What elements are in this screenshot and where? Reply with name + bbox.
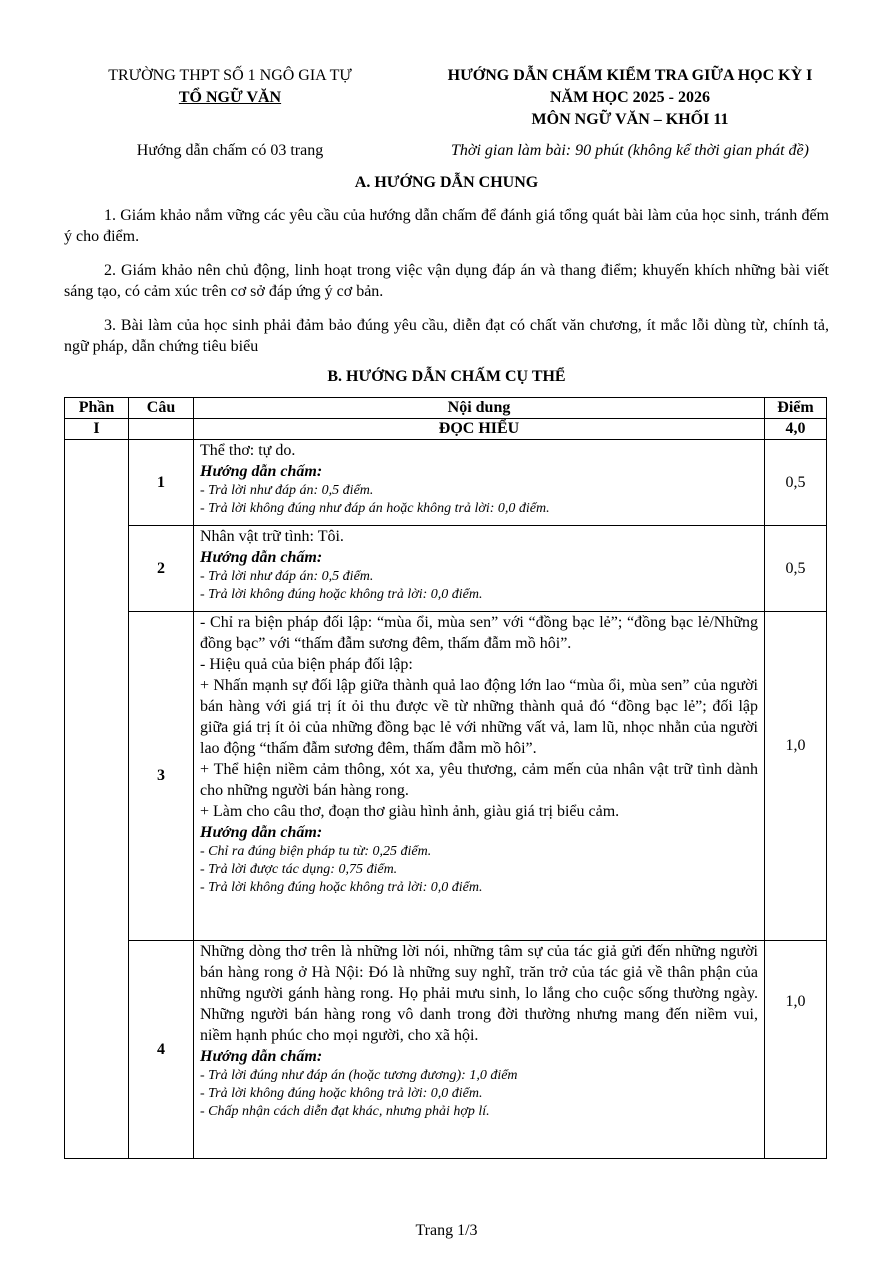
question-points: 0,5: [765, 440, 827, 526]
question-number: 4: [129, 941, 194, 1159]
table-row: [65, 612, 827, 941]
answer-line: Thể thơ: tự do.: [200, 442, 296, 459]
col-part: Phần: [65, 398, 129, 419]
part-number: I: [65, 419, 129, 440]
school-name: TRƯỜNG THPT SỐ 1 NGÔ GIA TỰ: [108, 67, 352, 84]
answer-line: + Thể hiện niềm cảm thông, xót xa, yêu thương, cảm mến của nhân vật trữ tình dành cho những người bán hàng rong.: [200, 761, 758, 799]
question-points: 0,5: [765, 526, 827, 612]
guide-note: - Trả lời được tác dụng: 0,75 điểm.: [200, 862, 398, 877]
header-right: [400, 65, 860, 131]
answer-line: + Nhấn mạnh sự đối lập giữa thành quả lao động lớn lao “mùa ổi, mùa sen” của người bán hàng với giá trị ít ỏi thu được về từ những thành quả đó “đồng bạc lẻ”; đối lập giữa giá trị ít ỏi của những đồng bạc lẻ với những vất vả, lam lũ, nhọc nhằn của người lao động “thấm đẫm sương đêm, thấm đẫm mồ hôi”.: [200, 677, 758, 757]
guide-heading: Hướng dẫn chấm:: [200, 1048, 323, 1065]
question-number: 1: [129, 440, 194, 526]
part-span-cell: [65, 440, 129, 1159]
question-number: 2: [129, 526, 194, 612]
guide-note: - Trả lời đúng như đáp án (hoặc tương đương): 1,0 điểm: [200, 1068, 518, 1083]
section-a-heading: A. HƯỚNG DẪN CHUNG: [354, 174, 539, 191]
guide-note: - Trả lời như đáp án: 0,5 điểm.: [200, 569, 374, 584]
question-number: 3: [129, 612, 194, 941]
question-content: [194, 941, 765, 1159]
guide-note: - Trả lời không đúng như đáp án hoặc không trả lời: 0,0 điểm.: [200, 501, 550, 516]
pages-note: Hướng dẫn chấm có 03 trang: [136, 142, 324, 159]
part-empty-cell: [129, 419, 194, 440]
col-content: Nội dung: [194, 398, 765, 419]
guide-note: - Chấp nhận cách diễn đạt khác, nhưng phải hợp lí.: [200, 1104, 490, 1119]
part-title: ĐỌC HIỂU: [194, 419, 765, 440]
question-points: 1,0: [765, 941, 827, 1159]
col-points: Điểm: [765, 398, 827, 419]
answer-line: - Chỉ ra biện pháp đối lập: “mùa ổi, mùa sen” với “đồng bạc lẻ”; “đồng bạc lẻ/Những đồng bạc” với “thấm đẫm sương đêm, thấm đẫm mồ hôi”.: [200, 614, 758, 652]
section-b-heading: B. HƯỚNG DẪN CHẤM CỤ THỂ: [327, 368, 566, 385]
general-item-1: 1. Giám khảo nắm vững các yêu cầu của hướng dẫn chấm để đánh giá tổng quát bài làm của học sinh, tránh đếm ý cho điểm.: [64, 207, 829, 245]
question-points: 1,0: [765, 612, 827, 941]
general-item-2: 2. Giám khảo nên chủ động, linh hoạt trong việc vận dụng đáp án và thang điểm; khuyến khích những bài viết sáng tạo, có cảm xúc trên cơ sở đáp ứng ý cơ bản.: [64, 262, 829, 300]
guide-note: - Trả lời không đúng hoặc không trả lời: 0,0 điểm.: [200, 1086, 483, 1101]
question-content: [194, 612, 765, 941]
guide-note: - Chỉ ra đúng biện pháp tu từ: 0,25 điểm.: [200, 844, 432, 859]
department-name: TỔ NGỮ VĂN: [178, 89, 282, 106]
school-year: NĂM HỌC 2025 - 2026: [550, 89, 710, 106]
grading-table: [64, 397, 827, 1159]
part-points: 4,0: [765, 419, 827, 440]
subject-grade: MÔN NGỮ VĂN – KHỐI 11: [531, 111, 729, 128]
table-row: [65, 941, 827, 1159]
doc-title: HƯỚNG DẪN CHẤM KIỂM TRA GIỮA HỌC KỲ I: [447, 67, 813, 84]
time-note: Thời gian làm bài: 90 phút (không kể thời gian phát đề): [451, 142, 809, 159]
table-header-row: [65, 398, 827, 419]
col-question: Câu: [129, 398, 194, 419]
answer-line: - Hiệu quả của biện pháp đối lập:: [200, 656, 413, 673]
answer-line: + Làm cho câu thơ, đoạn thơ giàu hình ảnh, giàu giá trị biểu cảm.: [200, 803, 620, 820]
header-left: [70, 65, 390, 109]
answer-line: Nhân vật trữ tình: Tôi.: [200, 528, 344, 545]
page-number: Trang 1/3: [415, 1222, 478, 1239]
table-row: [65, 526, 827, 612]
general-item-3: 3. Bài làm của học sinh phải đảm bảo đúng yêu cầu, diễn đạt có chất văn chương, ít mắc lỗi dùng từ, chính tả, ngữ pháp, dẫn chứng tiêu biểu: [64, 317, 829, 355]
question-content: [194, 440, 765, 526]
guide-heading: Hướng dẫn chấm:: [200, 824, 323, 841]
guide-note: - Trả lời không đúng hoặc không trả lời: 0,0 điểm.: [200, 587, 483, 602]
table-row: [65, 440, 827, 526]
answer-line: Những dòng thơ trên là những lời nói, những tâm sự của tác giả gửi đến những người bán hàng rong ở Hà Nội: Đó là những suy nghĩ, trăn trở của tác giả về thân phận của những người gánh hàng rong. Họ phải mưu sinh, lo lắng cho cuộc sống thường ngày. Những người bán hàng rong vô danh trong đời thường nhưng mang đến niềm vui, niềm hạnh phúc cho mọi người, cho xã hội.: [200, 943, 758, 1044]
guide-note: - Trả lời không đúng hoặc không trả lời: 0,0 điểm.: [200, 880, 483, 895]
guide-note: - Trả lời như đáp án: 0,5 điểm.: [200, 483, 374, 498]
guide-heading: Hướng dẫn chấm:: [200, 463, 323, 480]
guide-heading: Hướng dẫn chấm:: [200, 549, 323, 566]
question-content: [194, 526, 765, 612]
part-row: [65, 419, 827, 440]
